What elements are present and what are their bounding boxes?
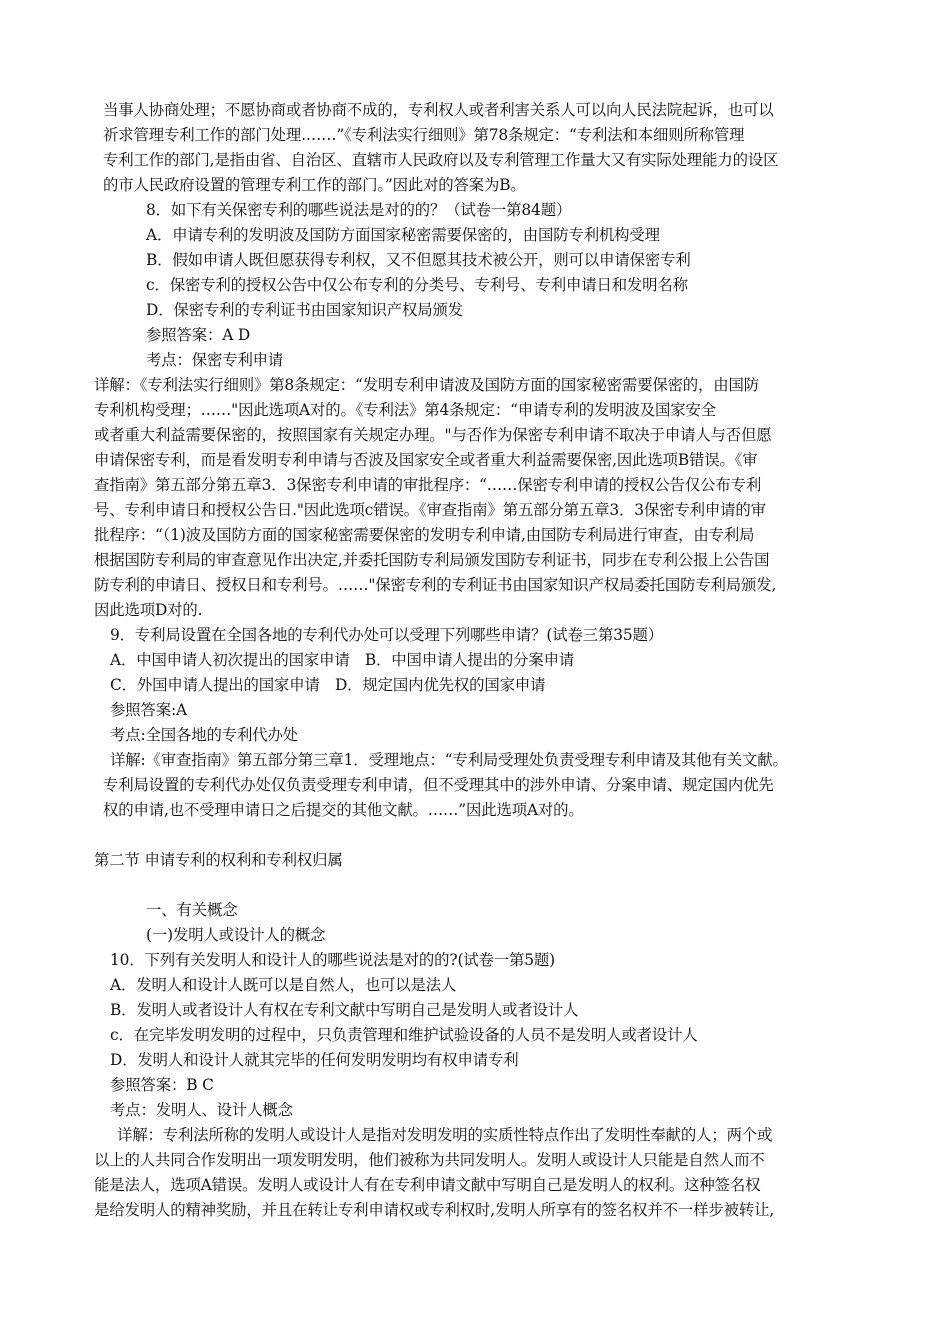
option-b: B．假如申请人既但愿获得专利权，又不但愿其技术被公开，则可以申请保密专利 [146, 251, 691, 269]
explanation-line: 专利机构受理；……"因此选项A对的。《专利法》第4条规定：“申请专利的发明波及国家安全 [94, 401, 716, 419]
topic: 考点：发明人、设计人概念 [110, 1101, 293, 1119]
option-line: C．外国申请人提出的国家申请 D．规定国内优先权的国家申请 [110, 676, 546, 694]
question-8: 8．如下有关保密专利的哪些说法是对的的？（试卷一第84题） [146, 201, 572, 219]
text-line: 专利工作的部门,是指由省、自治区、直辖市人民政府以及专利管理工作量大又有实际处理能力的设区 [103, 151, 779, 169]
option-c: c．保密专利的授权公告中仅公布专利的分类号、专利号、专利申请日和发明名称 [146, 276, 688, 294]
explanation-line: 权的申请,也不受理申请日之后提交的其他文献。……”因此选项A对的。 [103, 801, 584, 819]
explanation-line: 申请保密专利，而是看发明专利申请与否波及国家安全或者重大利益需要保密,因此选项B错误。《审 [94, 451, 758, 469]
heading-2: (一)发明人或设计人的概念 [146, 926, 326, 944]
explanation-line: 或者重大利益需要保密的，按照国家有关规定办理。"与否作为保密专利申请不取决于申请人与否但愿 [94, 426, 772, 444]
option-a: A．申请专利的发明波及国防方面国家秘密需要保密的，由国防专利机构受理 [146, 226, 660, 244]
text-line: 的市人民政府设置的管理专利工作的部门。”因此对的答案为B。 [103, 176, 526, 194]
text-line: 祈求管理专利工作的部门处理.……”《专利法实行细则》第78条规定：“专利法和本细则所称管理 [103, 126, 745, 144]
option-d: D．发明人和设计人就其完毕的任何发明发明均有权申请专利 [110, 1051, 519, 1069]
option-d: D．保密专利的专利证书由国家知识产权局颁发 [146, 301, 464, 319]
question-9: 9．专利局设置在全国各地的专利代办处可以受理下列哪些申请？(试卷三第35题） [110, 626, 663, 644]
explanation-line: 防专利的申请日、授权日和专利号。……"保密专利的专利证书由国家知识产权局委托国防专利局颁发, [94, 576, 777, 594]
explanation-line: 专利局设置的专利代办处仅负责受理专利申请，但不受理其中的涉外申请、分案申请、规定国内优先 [103, 776, 774, 794]
explanation-line: 详解:《审查指南》第五部分第三章1．受理地点：“专利局受理处负责受理专利申请及其他有关文献。 [110, 751, 788, 769]
option-b: B．发明人或者设计人有权在专利文献中写明自己是发明人或者设计人 [110, 1001, 579, 1019]
explanation-line: 因此选项D对的. [94, 601, 203, 619]
explanation-line: 批程序：“（1)波及国防方面的国家秘密需要保密的发明专利申请,由国防专利局进行审查，由专利局 [94, 526, 755, 544]
answer: 参照答案：A D [146, 326, 251, 344]
explanation-line: 根据国防专利局的审查意见作出决定,并委托国防专利局颁发国防专利证书，同步在专利公报上公告国 [94, 551, 770, 569]
section-title: 第二节 申请专利的权利和专利权归属 [94, 851, 343, 869]
topic: 考点：保密专利申请 [146, 351, 284, 369]
explanation-line: 查指南》第五部分第五章3．3保密专利申请的审批程序：“……保密专利申请的授权公告仅公布专利 [94, 476, 762, 494]
topic: 考点:全国各地的专利代办处 [110, 726, 298, 744]
heading-1: 一、有关概念 [146, 901, 238, 919]
option-line: A．中国申请人初次提出的国家申请 B．中国申请人提出的分案申请 [110, 651, 575, 669]
question-10: 10．下列有关发明人和设计人的哪些说法是对的的?(试卷一第5题) [110, 951, 555, 969]
explanation-line: 详解：《专利法实行细则》第8条规定：“发明专利申请波及国防方面的国家秘密需要保密的，由国防 [94, 376, 760, 394]
explanation-line: 号、专利申请日和授权公告日."因此选项c错误。《审查指南》第五部分第五章3．3保密专利申请的审 [94, 501, 766, 519]
explanation-line: 以上的人共同合作发明出一项发明发明，他们被称为共同发明人。发明人或设计人只能是自然人而不 [94, 1151, 765, 1169]
option-a: A．发明人和设计人既可以是自然人，也可以是法人 [110, 976, 457, 994]
text-line: 当事人协商处理；不愿协商或者协商不成的，专利权人或者利害关系人可以向人民法院起诉，也可以 [103, 101, 774, 119]
explanation-line: 能是法人，选项A错误。发明人或设计人有在专利申请文献中写明自己是发明人的权利。这种签名权 [94, 1176, 761, 1194]
option-c: c．在完毕发明发明的过程中，只负责管理和维护试验设备的人员不是发明人或者设计人 [110, 1026, 698, 1044]
answer: 参照答案:A [110, 701, 187, 719]
explanation-line: 是给发明人的精神奖励，并且在转让专利申请权或专利权时,发明人所享有的签名权并不一样步被转让, [94, 1201, 775, 1219]
answer: 参照答案：B C [110, 1076, 214, 1094]
explanation-line: 详解：专利法所称的发明人或设计人是指对发明发明的实质性特点作出了发明性奉献的人；两个或 [117, 1126, 773, 1144]
